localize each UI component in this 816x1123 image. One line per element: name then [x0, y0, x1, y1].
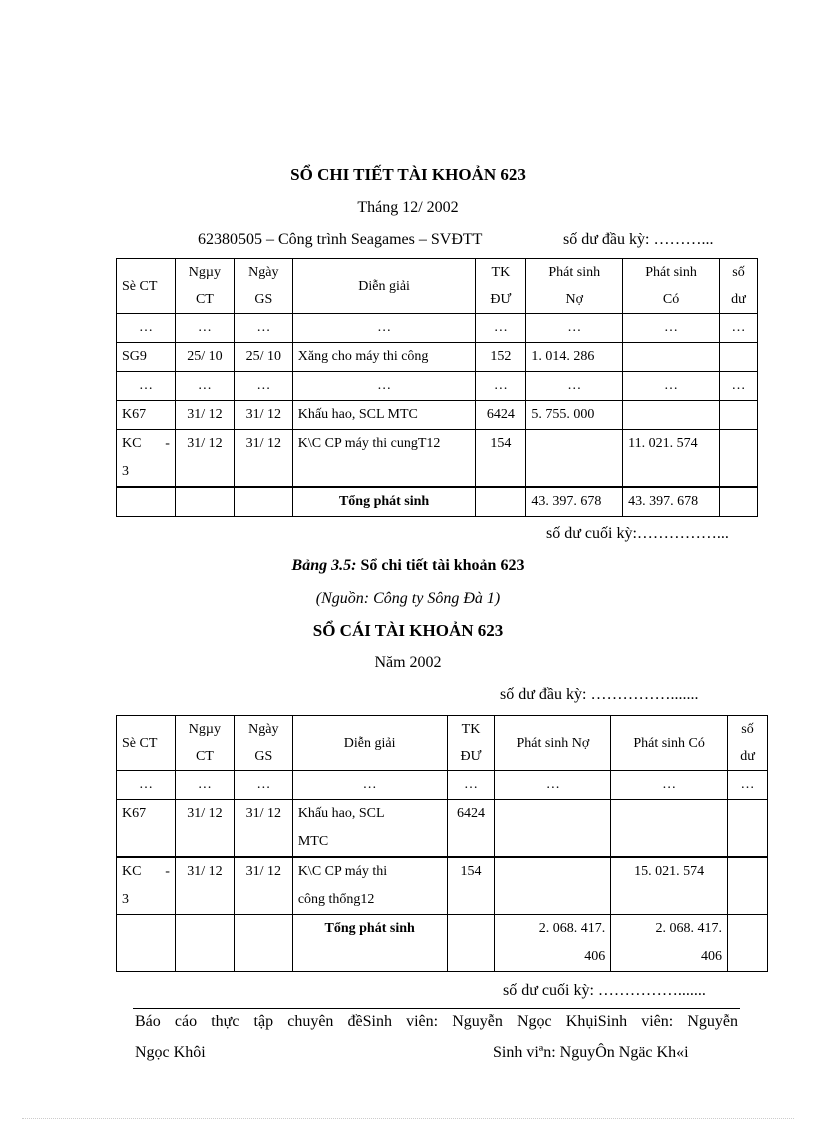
general-table	[116, 715, 768, 972]
footer-name-garbled: Sinh viªn: NguyÔn Ngäc Kh«i	[493, 1044, 689, 1061]
total-label: Tổng phát sinh	[292, 487, 476, 517]
header-rec-date: Ngày GS	[234, 716, 292, 771]
header-balance: số dư	[727, 716, 767, 771]
table-row: KC - 3 31/ 12 31/ 12 K\C CP máy thi cungT12 154 11. 021. 574	[117, 430, 758, 488]
ledger-title: SỔ CHI TIẾT TÀI KHOẢN 623	[290, 165, 526, 184]
page-bottom-edge	[22, 1118, 794, 1119]
general-closing-balance: số dư cuối kỳ: …………….......	[503, 982, 706, 999]
ledger-source: (Nguồn: Công ty Sông Đà 1)	[315, 590, 501, 607]
ledger-table	[116, 258, 758, 517]
header-credit: Phát sinh Có	[623, 259, 720, 314]
table-row: K67 31/ 12 31/ 12 Khấu hao, SCL MTC 6424 5. 755. 000	[117, 401, 758, 430]
footer-name: Ngọc Khôi	[135, 1044, 206, 1061]
total-credit: 43. 397. 678	[623, 487, 720, 517]
header-balance: số dư	[719, 259, 757, 314]
general-year: Năm 2002	[374, 654, 442, 671]
header-credit: Phát sinh Có	[611, 716, 728, 771]
ledger-subtitle: 62380505 – Công trình Seagames – SVĐTT	[198, 231, 483, 248]
ledger-header-row	[117, 259, 758, 314]
header-doc-no: Sè CT	[117, 259, 176, 314]
header-debit: Phát sinh Nợ	[526, 259, 623, 314]
general-opening-balance: số dư đầu kỳ: …………….......	[500, 686, 699, 703]
ledger-closing-balance: số dư cuối kỳ:……………...	[546, 525, 729, 542]
header-desc: Diễn giải	[292, 716, 447, 771]
table-row: … … … … … … … …	[117, 771, 768, 800]
header-rec-date: Ngày GS	[234, 259, 292, 314]
total-debit: 2. 068. 417. 406	[495, 915, 611, 972]
table-row: KC - 3 31/ 12 31/ 12 K\C CP máy thi công thổng12 154 15. 021. 574	[117, 857, 768, 915]
header-debit: Phát sinh Nợ	[495, 716, 611, 771]
header-account: TK ĐƯ	[476, 259, 526, 314]
header-desc: Diễn giải	[292, 259, 476, 314]
ledger-opening-balance: số dư đầu kỳ: ………...	[563, 231, 714, 248]
table-row: SG9 25/ 10 25/ 10 Xăng cho máy thi công 152 1. 014. 286	[117, 343, 758, 372]
general-title: SỔ CÁI TÀI KHOẢN 623	[312, 621, 504, 640]
total-label: Tổng phát sinh	[292, 915, 447, 972]
header-doc-date: Ngµy CT	[175, 259, 234, 314]
header-doc-date: Ngµy CT	[175, 716, 234, 771]
total-row	[117, 915, 768, 972]
total-row	[117, 487, 758, 517]
total-debit: 43. 397. 678	[526, 487, 623, 517]
footer-divider	[133, 1008, 740, 1009]
table-row: … … … … … … … …	[117, 372, 758, 401]
table-row: K67 31/ 12 31/ 12 Khấu hao, SCL MTC 6424	[117, 800, 768, 858]
ledger-caption: Bảng 3.5: Sổ chi tiết tài khoản 623	[291, 557, 525, 574]
general-header-row	[117, 716, 768, 771]
ledger-month: Tháng 12/ 2002	[357, 199, 459, 216]
total-credit: 2. 068. 417. 406	[611, 915, 728, 972]
header-doc-no: Sè CT	[117, 716, 176, 771]
header-account: TK ĐƯ	[447, 716, 495, 771]
table-row: … … … … … … … …	[117, 314, 758, 343]
footer-line-1: Báo cáo thực tập chuyên đềSinh viên: Nguyễn Ngọc KhụiSinh viên: Nguyễn	[135, 1013, 738, 1030]
